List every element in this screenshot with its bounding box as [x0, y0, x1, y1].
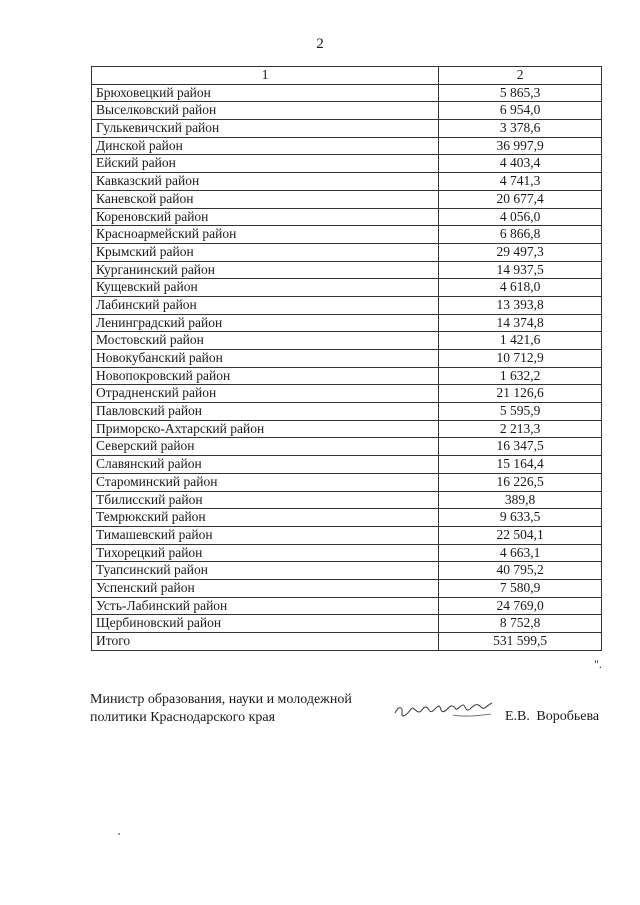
table-row [92, 562, 602, 580]
amount-cell: 4 663,1 [439, 544, 602, 562]
table-row [92, 544, 602, 562]
table-row [92, 226, 602, 244]
table-row [92, 579, 602, 597]
signatory-name: Е.В. Воробьева [505, 709, 600, 724]
table-row [92, 314, 602, 332]
table-row [92, 296, 602, 314]
table-row [92, 509, 602, 527]
scan-dot [118, 833, 120, 835]
amount-cell: 16 347,5 [439, 438, 602, 456]
table-header-row [92, 67, 602, 85]
district-name-cell: Кущевский район [92, 279, 439, 297]
table-row [92, 473, 602, 491]
district-name-cell: Щербиновский район [92, 615, 439, 633]
amount-cell: 36 997,9 [439, 137, 602, 155]
amount-cell: 15 164,4 [439, 456, 602, 474]
district-name-cell: Итого [92, 633, 439, 651]
amount-cell: 5 595,9 [439, 403, 602, 421]
district-name-cell: Мостовский район [92, 332, 439, 350]
district-name-cell: Новокубанский район [92, 350, 439, 368]
amount-cell: 8 752,8 [439, 615, 602, 633]
amount-cell: 4 741,3 [439, 173, 602, 191]
district-name-cell: Брюховецкий район [92, 84, 439, 102]
amount-cell: 3 378,6 [439, 120, 602, 138]
district-name-cell: Ейский район [92, 155, 439, 173]
closing-quote-mark: ". [594, 657, 602, 671]
table-row [92, 420, 602, 438]
amount-cell: 389,8 [439, 491, 602, 509]
amount-cell: 21 126,6 [439, 385, 602, 403]
table-row [92, 279, 602, 297]
district-name-cell: Староминский район [92, 473, 439, 491]
table-row [92, 84, 602, 102]
district-name-cell: Крымский район [92, 243, 439, 261]
table-row [92, 350, 602, 368]
amount-cell: 7 580,9 [439, 579, 602, 597]
table-row [92, 633, 602, 651]
amount-cell: 1 421,6 [439, 332, 602, 350]
table-row [92, 243, 602, 261]
table-row [92, 137, 602, 155]
table-row [92, 367, 602, 385]
amount-cell: 22 504,1 [439, 526, 602, 544]
amount-cell: 13 393,8 [439, 296, 602, 314]
amount-cell: 20 677,4 [439, 190, 602, 208]
amount-cell: 4 618,0 [439, 279, 602, 297]
amount-cell: 4 056,0 [439, 208, 602, 226]
header-col-1: 1 [92, 67, 439, 85]
amount-cell: 5 865,3 [439, 84, 602, 102]
amount-cell: 9 633,5 [439, 509, 602, 527]
amount-cell: 16 226,5 [439, 473, 602, 491]
header-col-2: 2 [439, 67, 602, 85]
amount-cell: 4 403,4 [439, 155, 602, 173]
table-row [92, 403, 602, 421]
table-row [92, 261, 602, 279]
position-line-2: политики Краснодарского края [90, 710, 276, 725]
table-row [92, 173, 602, 191]
amount-cell: 14 374,8 [439, 314, 602, 332]
table-row [92, 491, 602, 509]
amount-cell: 10 712,9 [439, 350, 602, 368]
table-row [92, 120, 602, 138]
district-name-cell: Тимашевский район [92, 526, 439, 544]
district-table [91, 66, 602, 651]
table-row [92, 597, 602, 615]
district-name-cell: Приморско-Ахтарский район [92, 420, 439, 438]
page-number: 2 [316, 36, 324, 52]
handwritten-signature [393, 693, 498, 723]
district-name-cell: Тбилисский район [92, 491, 439, 509]
signatory-position [90, 691, 352, 727]
amount-cell: 40 795,2 [439, 562, 602, 580]
district-name-cell: Туапсинский район [92, 562, 439, 580]
district-name-cell: Новопокровский район [92, 367, 439, 385]
district-name-cell: Отрадненский район [92, 385, 439, 403]
district-name-cell: Павловский район [92, 403, 439, 421]
table-row [92, 208, 602, 226]
table-row [92, 526, 602, 544]
district-name-cell: Кавказский район [92, 173, 439, 191]
amount-cell: 14 937,5 [439, 261, 602, 279]
district-name-cell: Ленинградский район [92, 314, 439, 332]
table-row [92, 438, 602, 456]
table-row [92, 615, 602, 633]
district-name-cell: Темрюкский район [92, 509, 439, 527]
table-row [92, 190, 602, 208]
district-name-cell: Гулькевичский район [92, 120, 439, 138]
district-name-cell: Северский район [92, 438, 439, 456]
position-line-1: Министр образования, науки и молодежной [90, 692, 352, 707]
district-name-cell: Лабинский район [92, 296, 439, 314]
table-row [92, 155, 602, 173]
district-name-cell: Кореновский район [92, 208, 439, 226]
district-name-cell: Успенский район [92, 579, 439, 597]
district-name-cell: Красноармейский район [92, 226, 439, 244]
district-name-cell: Выселковский район [92, 102, 439, 120]
district-name-cell: Курганинский район [92, 261, 439, 279]
district-name-cell: Усть-Лабинский район [92, 597, 439, 615]
district-name-cell: Славянский район [92, 456, 439, 474]
amount-cell: 6 954,0 [439, 102, 602, 120]
table-row [92, 102, 602, 120]
table-row [92, 332, 602, 350]
district-name-cell: Тихорецкий район [92, 544, 439, 562]
amount-cell: 531 599,5 [439, 633, 602, 651]
amount-cell: 1 632,2 [439, 367, 602, 385]
district-name-cell: Динской район [92, 137, 439, 155]
table-row [92, 385, 602, 403]
amount-cell: 2 213,3 [439, 420, 602, 438]
amount-cell: 24 769,0 [439, 597, 602, 615]
amount-cell: 29 497,3 [439, 243, 602, 261]
district-name-cell: Каневской район [92, 190, 439, 208]
amount-cell: 6 866,8 [439, 226, 602, 244]
table-row [92, 456, 602, 474]
